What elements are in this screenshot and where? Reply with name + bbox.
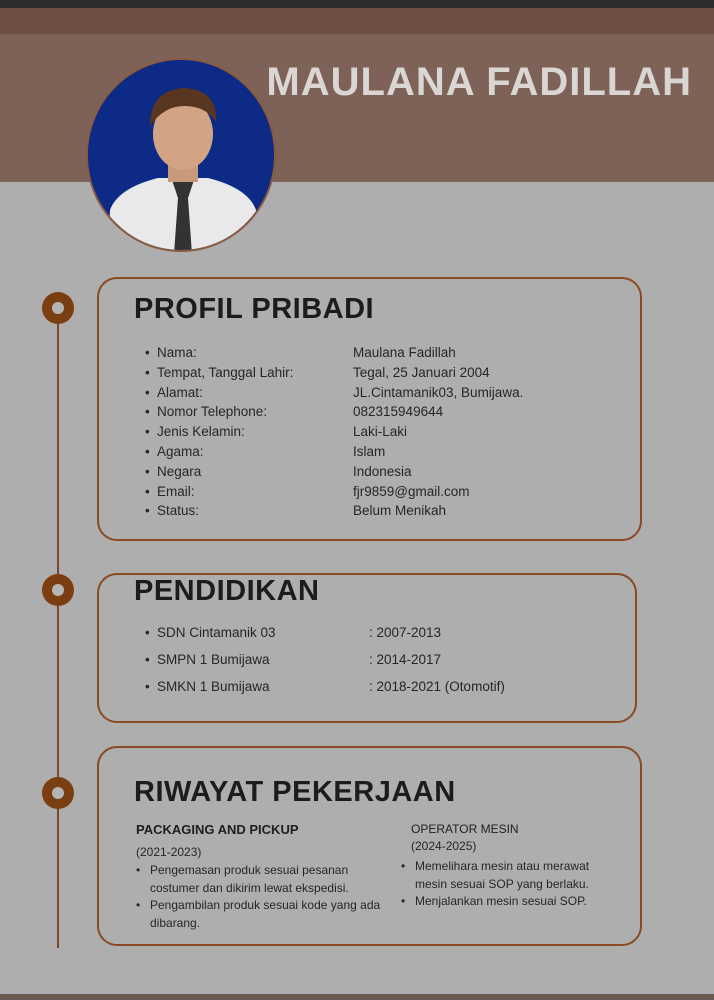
profile-row: • Negara Indonesia: [157, 462, 617, 482]
education-heading: PENDIDIKAN: [134, 575, 320, 607]
profile-row: • Status: Belum Menikah: [157, 501, 617, 521]
job-duty: • Pengambilan produk sesuai kode yang ada dibarang.: [136, 897, 381, 932]
job-title: OPERATOR MESIN: [411, 822, 519, 836]
top-bar: [0, 0, 714, 8]
job-duties-list: [136, 862, 381, 932]
education-row: • SMKN 1 Bumijawa : 2018-2021 (Otomotif): [157, 677, 617, 704]
profile-row: • Alamat: JL.Cintamanik03, Bumijawa.: [157, 383, 617, 403]
work-heading: RIWAYAT PEKERJAAN: [134, 776, 456, 808]
profile-row: • Email: fjr9859@gmail.com: [157, 482, 617, 502]
job-title: PACKAGING AND PICKUP: [136, 822, 299, 837]
profile-row: • Tempat, Tanggal Lahir: Tegal, 25 Januari 2004: [157, 363, 617, 383]
job-duty: • Menjalankan mesin sesuai SOP.: [401, 893, 621, 911]
education-row: • SMPN 1 Bumijawa : 2014-2017: [157, 650, 617, 677]
cv-page: [0, 34, 714, 1000]
timeline-dot-education: [42, 574, 74, 606]
profile-row: • Agama: Islam: [157, 442, 617, 462]
profile-heading: PROFIL PRIBADI: [134, 293, 375, 325]
job-duty: • Memelihara mesin atau merawat mesin sesuai SOP yang berlaku.: [401, 858, 621, 893]
person-name: MAULANA FADILLAH: [266, 60, 692, 104]
education-card: [97, 573, 637, 723]
work-card: [97, 746, 642, 946]
bottom-bar: [0, 994, 714, 1000]
job-duties-list: [401, 858, 621, 911]
job-period: (2021-2023): [136, 845, 202, 859]
education-row: • SDN Cintamanik 03 : 2007-2013: [157, 623, 617, 650]
education-list: [157, 623, 617, 704]
profile-photo: [86, 58, 276, 252]
profile-row: • Nama: Maulana Fadillah: [157, 343, 617, 363]
profile-row: • Nomor Telephone: 082315949644: [157, 402, 617, 422]
timeline-dot-profile: [42, 292, 74, 324]
timeline-line: [57, 308, 59, 948]
job-duty: • Pengemasan produk sesuai pesanan costumer dan dikirim lewat ekspedisi.: [136, 862, 381, 897]
profile-row: • Jenis Kelamin: Laki-Laki: [157, 422, 617, 442]
job-period: (2024-2025): [411, 839, 477, 853]
timeline-dot-work: [42, 777, 74, 809]
profile-list: [157, 343, 617, 521]
profile-card: [97, 277, 642, 541]
top-strip: [0, 8, 714, 34]
